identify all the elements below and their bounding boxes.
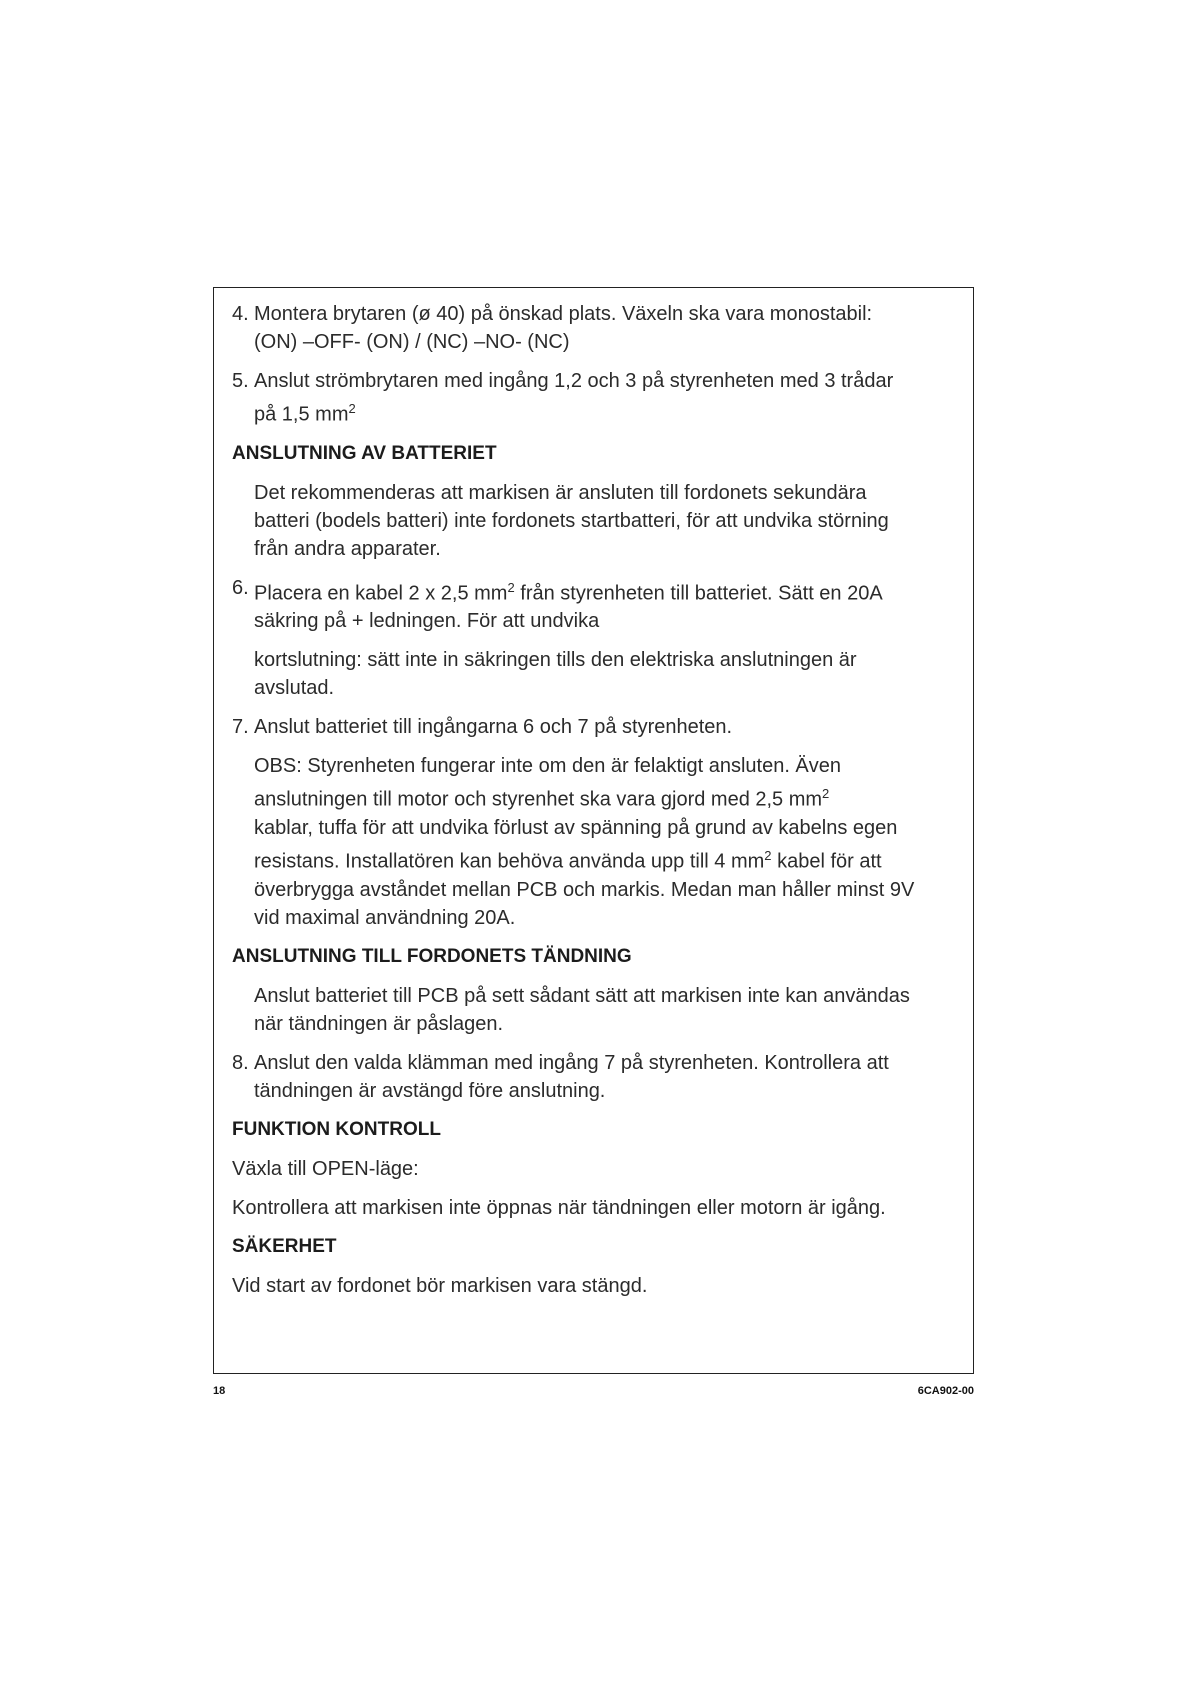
text-line: Anslut den valda klämman med ingång 7 på styrenheten. Kontrollera att <box>254 1051 889 1074</box>
text-line: Placera en kabel 2 x 2,5 mm <box>254 582 508 605</box>
heading-function-check: FUNKTION KONTROLL <box>232 1118 441 1140</box>
text-line: kablar, tuffa för att undvika förlust av spänning på grund av kabelns egen <box>254 816 898 839</box>
text-line: anslutningen till motor och styrenhet ska vara gjord med 2,5 mm <box>254 788 823 811</box>
step-4-line-2: (ON) –OFF- (ON) / (NC) –NO- (NC) <box>254 331 570 353</box>
step-4-line-1: Montera brytaren (ø 40) på önskad plats. Växeln ska vara monostabil: <box>254 303 873 325</box>
step-4 <box>232 300 962 356</box>
step-5-line-1: Anslut strömbrytaren med ingång 1,2 och 3 på styrenheten med 3 trådar <box>254 370 894 392</box>
text-line: resistans. Installatören kan behöva använda upp till 4 mm <box>254 850 765 873</box>
step-number: 4. <box>232 303 249 325</box>
superscript: 2 <box>507 579 515 595</box>
text-line: vid maximal användning 20A. <box>254 906 516 929</box>
step-text <box>254 1049 962 1105</box>
step-5 <box>232 367 962 429</box>
step-7 <box>232 713 962 741</box>
step-number: 5. <box>232 370 249 392</box>
step-text <box>254 713 962 741</box>
text-line: kabel för att <box>771 850 882 873</box>
superscript: 2 <box>764 847 772 863</box>
heading-ignition: ANSLUTNING TILL FORDONETS TÄNDNING <box>232 945 632 967</box>
superscript: 2 <box>822 786 830 802</box>
document-code: 6CA902-00 <box>917 1385 974 1397</box>
step-text <box>254 574 962 636</box>
text-line: överbrygga avståndet mellan PCB och markis. Medan man håller minst 9V <box>254 878 915 901</box>
superscript: 2 <box>348 401 356 416</box>
paragraph-check: Kontrollera att markisen inte öppnas när tändningen eller motorn är igång. <box>232 1196 886 1219</box>
paragraph-short-circuit <box>254 646 962 702</box>
text-line: batteri (bodels batteri) inte fordonets startbatteri, för att undvika störning <box>254 509 889 532</box>
text-line: när tändningen är påslagen. <box>254 1012 504 1035</box>
paragraph-open-mode: Växla till OPEN-läge: <box>232 1157 419 1180</box>
page-number: 18 <box>213 1385 226 1397</box>
text-line: Anslut batteriet till ingångarna 6 och 7 på styrenheten. <box>254 716 733 739</box>
text-line: OBS: Styrenheten fungerar inte om den är felaktigt ansluten. Även <box>254 755 842 778</box>
heading-battery: ANSLUTNING AV BATTERIET <box>232 442 497 464</box>
text-line: tändningen är avstängd före anslutning. <box>254 1079 606 1102</box>
heading-safety: SÄKERHET <box>232 1235 337 1257</box>
paragraph-battery <box>254 479 962 563</box>
text-line: Det rekommenderas att markisen är ansluten till fordonets sekundära <box>254 481 867 504</box>
step-number: 7. <box>232 716 249 739</box>
step-number: 8. <box>232 1051 249 1074</box>
text-line: från styrenheten till batteriet. Sätt en 20A <box>514 582 883 605</box>
paragraph-safety: Vid start av fordonet bör markisen vara stängd. <box>232 1274 648 1297</box>
text-line: Anslut batteriet till PCB på sett sådant sätt att markisen inte kan användas <box>254 984 910 1007</box>
paragraph-ignition <box>254 982 962 1038</box>
text-line: kortslutning: sätt inte in säkringen tills den elektriska anslutningen är <box>254 649 857 672</box>
step-6 <box>232 574 962 636</box>
instructions-content <box>232 300 962 1311</box>
step-5-line-2: på 1,5 mm <box>254 403 349 426</box>
text-line: avslutad. <box>254 677 335 700</box>
text-line: säkring på + ledningen. För att undvika <box>254 610 600 633</box>
step-8 <box>232 1049 962 1105</box>
step-number: 6. <box>232 576 249 599</box>
step-text <box>254 300 962 356</box>
text-line: från andra apparater. <box>254 537 441 560</box>
step-text <box>254 367 962 429</box>
paragraph-obs-note <box>254 752 962 931</box>
